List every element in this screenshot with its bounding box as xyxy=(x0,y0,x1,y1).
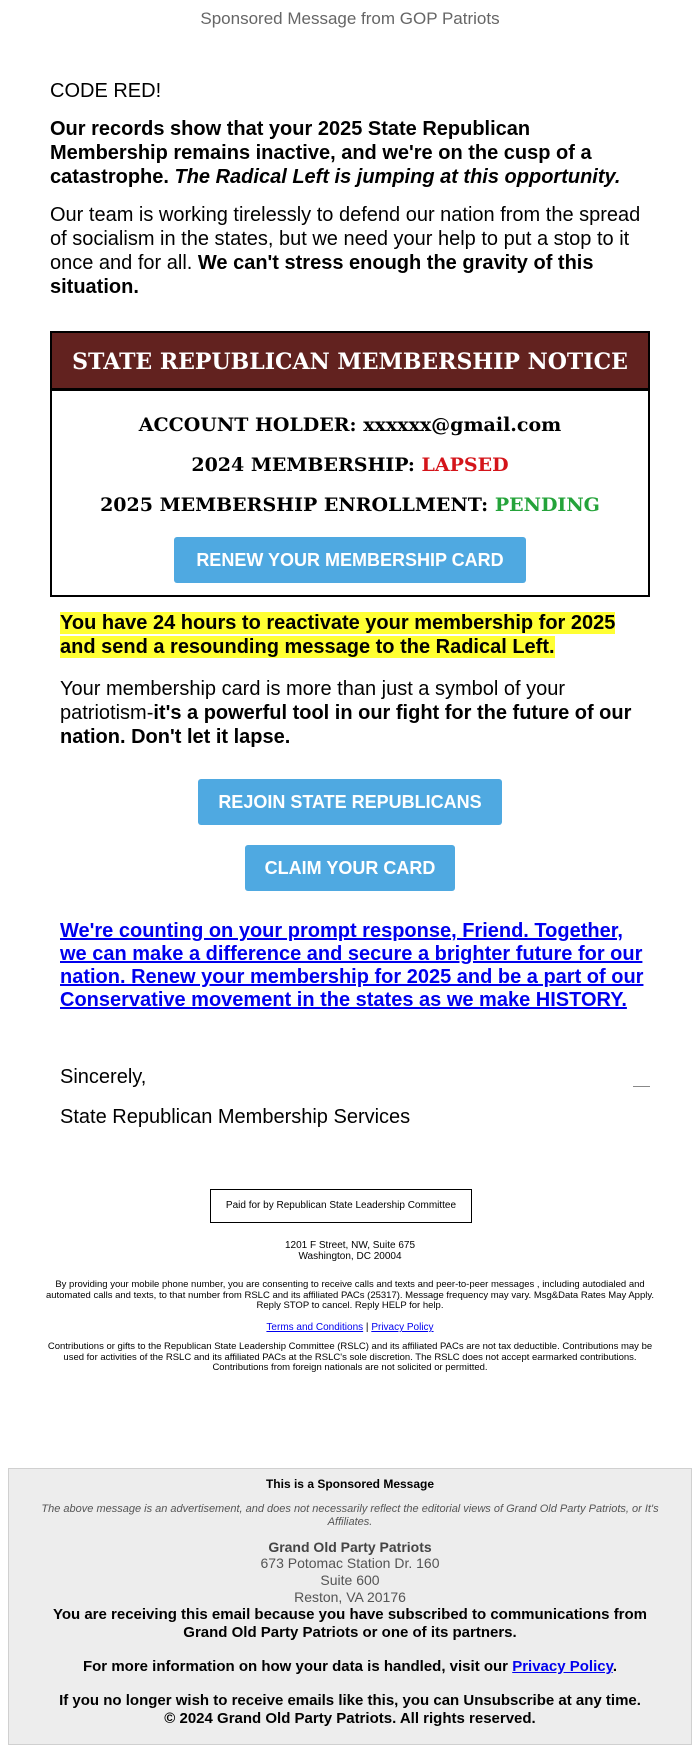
footer-data-info xyxy=(39,1658,661,1676)
committee-address xyxy=(0,1240,700,1262)
notice-title: STATE REPUBLICAN MEMBERSHIP NOTICE xyxy=(52,333,648,391)
notice-body xyxy=(52,391,648,583)
footer-disclaimer: The above message is an advertisement, and does not necessarily reflect the editorial views of Grand Old Party Patriots, or It's Affiliates. xyxy=(41,1503,659,1528)
urgency-highlight: You have 24 hours to reactivate your membership for 2025 and send a resounding message to the Radical Left. xyxy=(60,612,616,658)
sponsored-banner: Sponsored Message from GOP Patriots xyxy=(200,9,500,28)
footer-period: . xyxy=(612,1658,617,1675)
sincerely-text: Sincerely, xyxy=(60,1066,147,1088)
renew-link-paragraph[interactable]: We're counting on your prompt response, Friend. Together, we can make a difference and secure a brighter future for our nation. Renew your membership for 2025 and be a part of our Conservative movement in the states as we make HISTORY. xyxy=(60,920,644,1011)
intro-p1-italic: The Radical Left is jumping at this opportunity. xyxy=(174,166,621,188)
membership-2024-row xyxy=(52,445,648,485)
urgency-section xyxy=(60,611,650,763)
footer-copyright: © 2024 Grand Old Party Patriots. All rights reserved. xyxy=(164,1710,536,1727)
address-line-1: 1201 F Street, NW, Suite 675 xyxy=(284,1240,416,1251)
contributions-notice: Contributions or gifts to the Republican State Leadership Committee (RSLC) and its affiliated PACs are not tax deductible. Contributions may be used for activities of the RSLC and its affiliated PACs at the RSLC's sole discretion. The RSLC does not accept earmarked contributions. Contributions from foreign nationals are not solicited or permitted. xyxy=(47,1341,653,1373)
membership-2024-status: LAPSED xyxy=(421,454,509,476)
footer-privacy-link[interactable]: Privacy Policy xyxy=(512,1658,613,1675)
footer-city: Reston, VA 20176 xyxy=(294,1589,406,1605)
intro-p1-bold: Our records show that your 2025 State Republican Membership remains inactive, and we're on the cusp of a catastrophe. xyxy=(50,118,592,188)
privacy-policy-link[interactable]: Privacy Policy xyxy=(371,1322,434,1333)
rejoin-button[interactable]: REJOIN STATE REPUBLICANS xyxy=(198,779,502,825)
urgency-paragraph xyxy=(60,677,650,749)
urgency-text: Your membership card is more than just a symbol of your patriotism- xyxy=(60,678,566,724)
footer-unsubscribe[interactable]: If you no longer wish to receive emails like this, you can Unsubscribe at any time. xyxy=(59,1692,641,1709)
footer-data-text: For more information on how your data is handled, visit our xyxy=(82,1658,509,1675)
footer-suite: Suite 600 xyxy=(320,1572,380,1588)
account-holder-row xyxy=(52,405,648,445)
urgency-bold: it's a powerful tool in our fight for the future of our nation. Don't let it lapse. xyxy=(60,702,632,748)
link-separator: | xyxy=(365,1322,369,1333)
renew-membership-button[interactable]: RENEW YOUR MEMBERSHIP CARD xyxy=(174,537,526,583)
address-line-2: Washington, DC 20004 xyxy=(298,1251,402,1262)
terms-link[interactable]: Terms and Conditions xyxy=(266,1322,364,1333)
urgency-highlight-block xyxy=(60,611,650,659)
enrollment-2025-status: PENDING xyxy=(494,494,600,516)
intro-section xyxy=(50,80,650,313)
footer-street: 673 Potomac Station Dr. 160 xyxy=(260,1555,440,1571)
account-holder-label: ACCOUNT HOLDER: xyxy=(138,414,357,436)
divider-dash xyxy=(633,1086,650,1087)
sender-name: State Republican Membership Services xyxy=(60,1106,411,1128)
claim-card-button[interactable]: CLAIM YOUR CARD xyxy=(245,845,455,891)
footer-org-name: Grand Old Party Patriots xyxy=(268,1539,432,1555)
sms-consent-notice: By providing your mobile phone number, you are consenting to receive calls and texts and peer-to-peer messages , including autodialed and automated calls and texts, to that number from RSLC and its affiliated PACs (25317). Message frequency may vary. Msg&Data Rates May Apply. Reply STOP to cancel. Reply HELP for help. xyxy=(45,1279,655,1311)
enrollment-2025-row xyxy=(52,485,648,525)
footer-subscribed-text: You are receiving this email because you have subscribed to communications from Grand Old Party Patriots or one of its partners. xyxy=(52,1606,648,1641)
footer-title: This is a Sponsored Message xyxy=(265,1477,435,1491)
enrollment-2025-label: 2025 MEMBERSHIP ENROLLMENT: xyxy=(100,494,489,516)
membership-2024-label: 2024 MEMBERSHIP: xyxy=(191,454,415,476)
intro-paragraph-2 xyxy=(50,203,650,299)
sponsored-footer xyxy=(8,1468,692,1745)
intro-p2-bold: We can't stress enough the gravity of this situation. xyxy=(50,252,594,298)
code-red-heading: CODE RED! xyxy=(50,80,162,102)
membership-notice-box xyxy=(50,331,650,597)
legal-links xyxy=(0,1322,700,1333)
paid-for-box: Paid for by Republican State Leadership Committee xyxy=(210,1189,472,1223)
intro-p2-text: Our team is working tirelessly to defend our nation from the spread of socialism in the states, but we need your help to put a stop to it once and for all. xyxy=(50,204,641,274)
account-holder-value: xxxxxx@gmail.com xyxy=(363,414,562,436)
intro-paragraph-1 xyxy=(50,117,650,189)
